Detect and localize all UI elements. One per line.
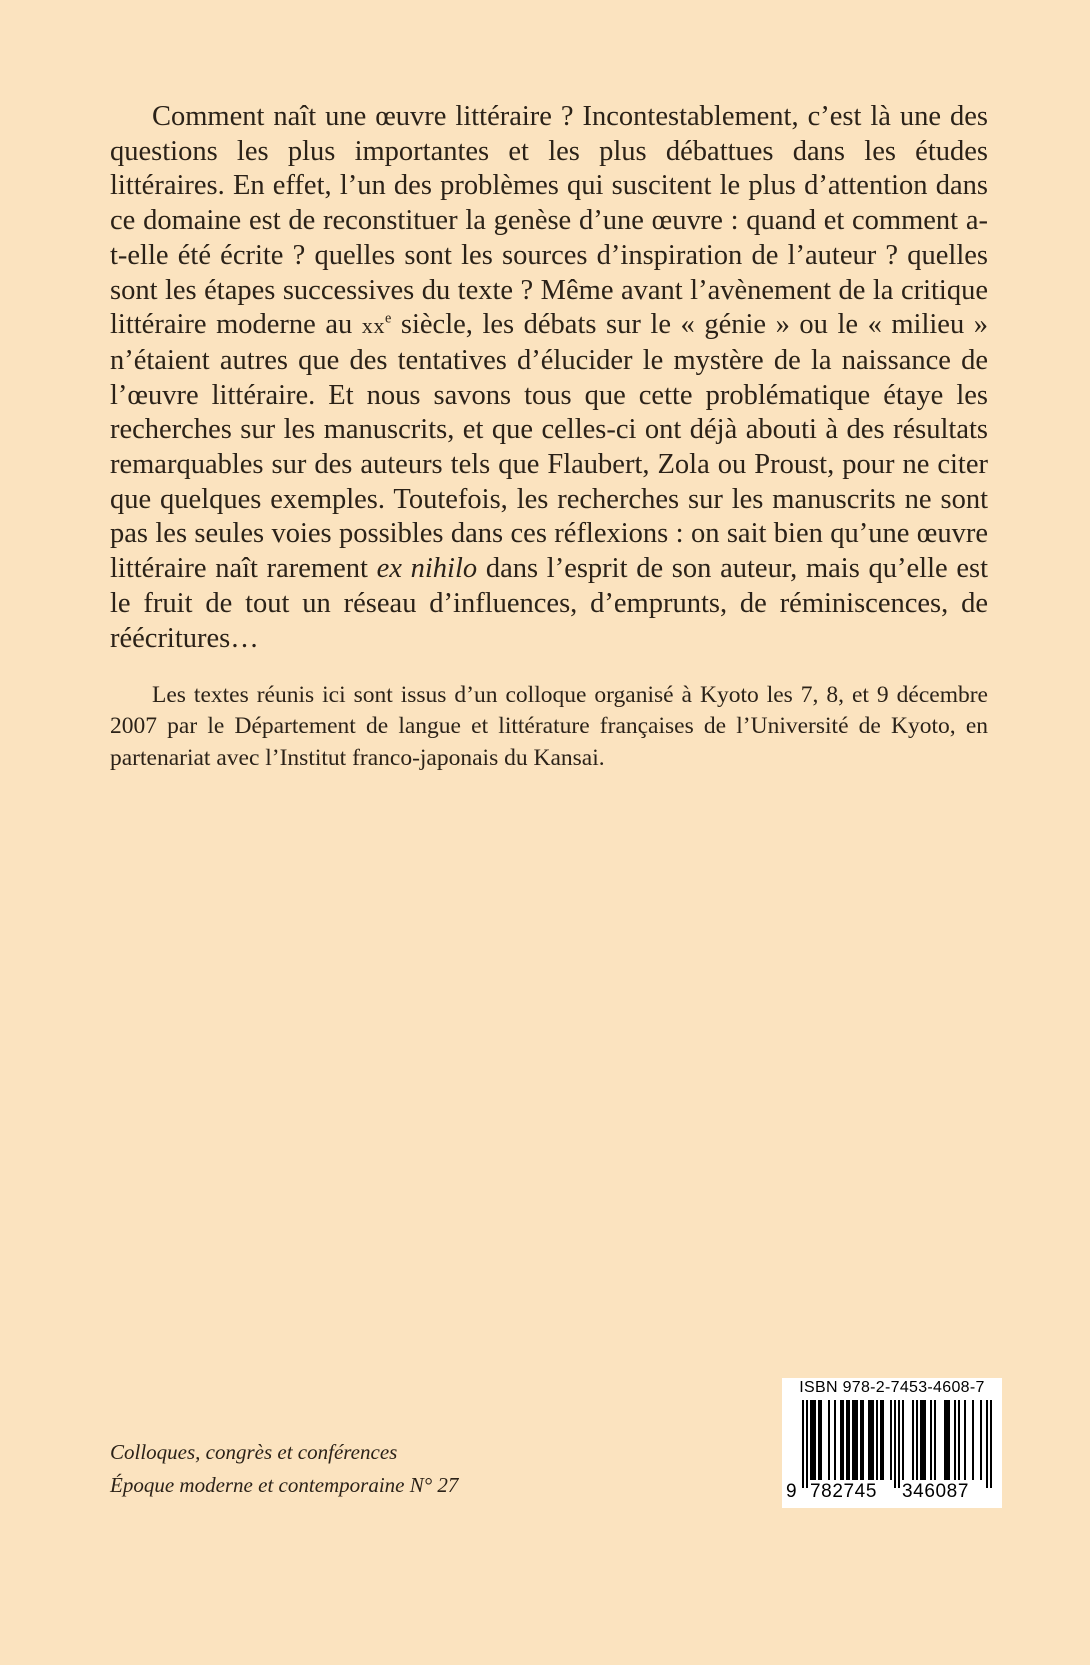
barcode-bar: [958, 1400, 960, 1480]
barcode-bar: [876, 1400, 878, 1480]
barcode-bar: [810, 1400, 812, 1480]
series-line-1: Colloques, congrès et conférences: [110, 1440, 398, 1464]
barcode-left-digits: 782745: [810, 1481, 878, 1502]
barcode-bar: [828, 1400, 830, 1480]
barcode-bar: [880, 1400, 882, 1480]
barcode-bar: [846, 1400, 848, 1480]
paragraph-intro-part3: dans l’esprit de son auteur, mais qu’elle est le fruit de tout un réseau d’influences, d’emprunts, de réminiscences, de réécritures…: [110, 553, 988, 654]
barcode-bar: [852, 1400, 854, 1480]
barcode-bar: [954, 1400, 956, 1480]
barcode-bar: [894, 1400, 896, 1488]
barcode-bar: [972, 1400, 974, 1480]
barcode-bar: [882, 1400, 884, 1480]
barcode-bar: [820, 1400, 822, 1480]
barcode-bar: [872, 1400, 874, 1480]
barcode-bar: [934, 1400, 936, 1480]
barcode-bar: [834, 1400, 836, 1480]
barcode-bar: [802, 1400, 804, 1488]
barcode-bar: [806, 1400, 808, 1488]
isbn-barcode: [782, 1378, 1002, 1508]
latin-phrase: ex nihilo: [376, 553, 478, 585]
barcode-bar: [870, 1400, 872, 1480]
barcode-bar: [930, 1400, 932, 1480]
isbn-label: ISBN 978-2-7453-4608-7: [799, 1379, 985, 1396]
barcode-bar: [868, 1400, 870, 1480]
barcode-bar: [902, 1400, 904, 1480]
barcode-bar: [980, 1400, 982, 1480]
series-line-2: Époque moderne et contemporaine N° 27: [110, 1473, 459, 1497]
series-info: [110, 1436, 458, 1502]
barcode-bar: [856, 1400, 858, 1480]
barcode-bar: [990, 1400, 992, 1488]
barcode-bar: [920, 1400, 922, 1480]
barcode-bar: [862, 1400, 864, 1480]
barcode-bar: [818, 1400, 820, 1480]
back-cover-text: [110, 100, 988, 774]
century-numeral: xx: [361, 313, 386, 339]
barcode-bar: [916, 1400, 918, 1480]
barcode-right-digits: 346087: [902, 1481, 970, 1502]
barcode-bar: [924, 1400, 926, 1480]
barcode-bar: [854, 1400, 856, 1480]
barcode-bar: [964, 1400, 966, 1480]
century-superscript: e: [385, 310, 392, 327]
barcode-bar: [842, 1400, 844, 1480]
barcode-bar: [946, 1400, 948, 1480]
barcode-bar: [812, 1400, 814, 1480]
paragraph-intro: [110, 100, 988, 656]
barcode-bar: [944, 1400, 946, 1480]
paragraph-colloquium: Les textes réunis ici sont issus d’un colloque organisé à Kyoto les 7, 8, et 9 décembre 2007 par le Département de langue et littérature françaises de l’Université de Kyoto, en partenariat avec l’Institut franco-japonais du Kansai.: [110, 682, 988, 771]
barcode-bar: [912, 1400, 914, 1480]
barcode-bar: [814, 1400, 816, 1480]
barcode-bar: [848, 1400, 850, 1480]
barcode-bar: [890, 1400, 892, 1480]
barcode-bar: [840, 1400, 842, 1480]
barcode-bar: [986, 1400, 988, 1488]
barcode-bar: [922, 1400, 924, 1480]
paragraph-intro-part2: siècle, les débats sur le « génie » ou le « milieu » n’étaient autres que des tentatives d’élucider le mystère de la naissance de l’œuvre littéraire. Et nous savons tous que cette problématique étaye les recherches sur les manuscrits, et que celles-ci ont déjà abouti à des résultats remarquables sur des auteurs tels que Flaubert, Zola ou Proust, pour ne citer que quelques exemples. Toutefois, les recherches sur les manuscrits ne sont pas les seules voies possibles dans ces réflexions : on sait bien qu’une œuvre littéraire naît rarement: [110, 309, 988, 585]
barcode-first-digit: 9: [786, 1481, 798, 1502]
paragraph-intro-part1: Comment naît une œuvre littéraire ? Incontestablement, c’est là une des questions les plus importantes et les plus débattues dans les études littéraires. En effet, l’un des problèmes qui suscitent le plus d’attention dans ce domaine est de reconstituer la genèse d’une œuvre : quand et comment a-t-elle été écrite ? quelles sont les sources d’inspiration de l’auteur ? quelles sont les étapes successives du texte ? Même avant l’avènement de la critique littéraire moderne au: [110, 101, 988, 341]
barcode-bar: [948, 1400, 950, 1480]
barcode-bar: [860, 1400, 862, 1480]
barcode-bar: [898, 1400, 900, 1488]
